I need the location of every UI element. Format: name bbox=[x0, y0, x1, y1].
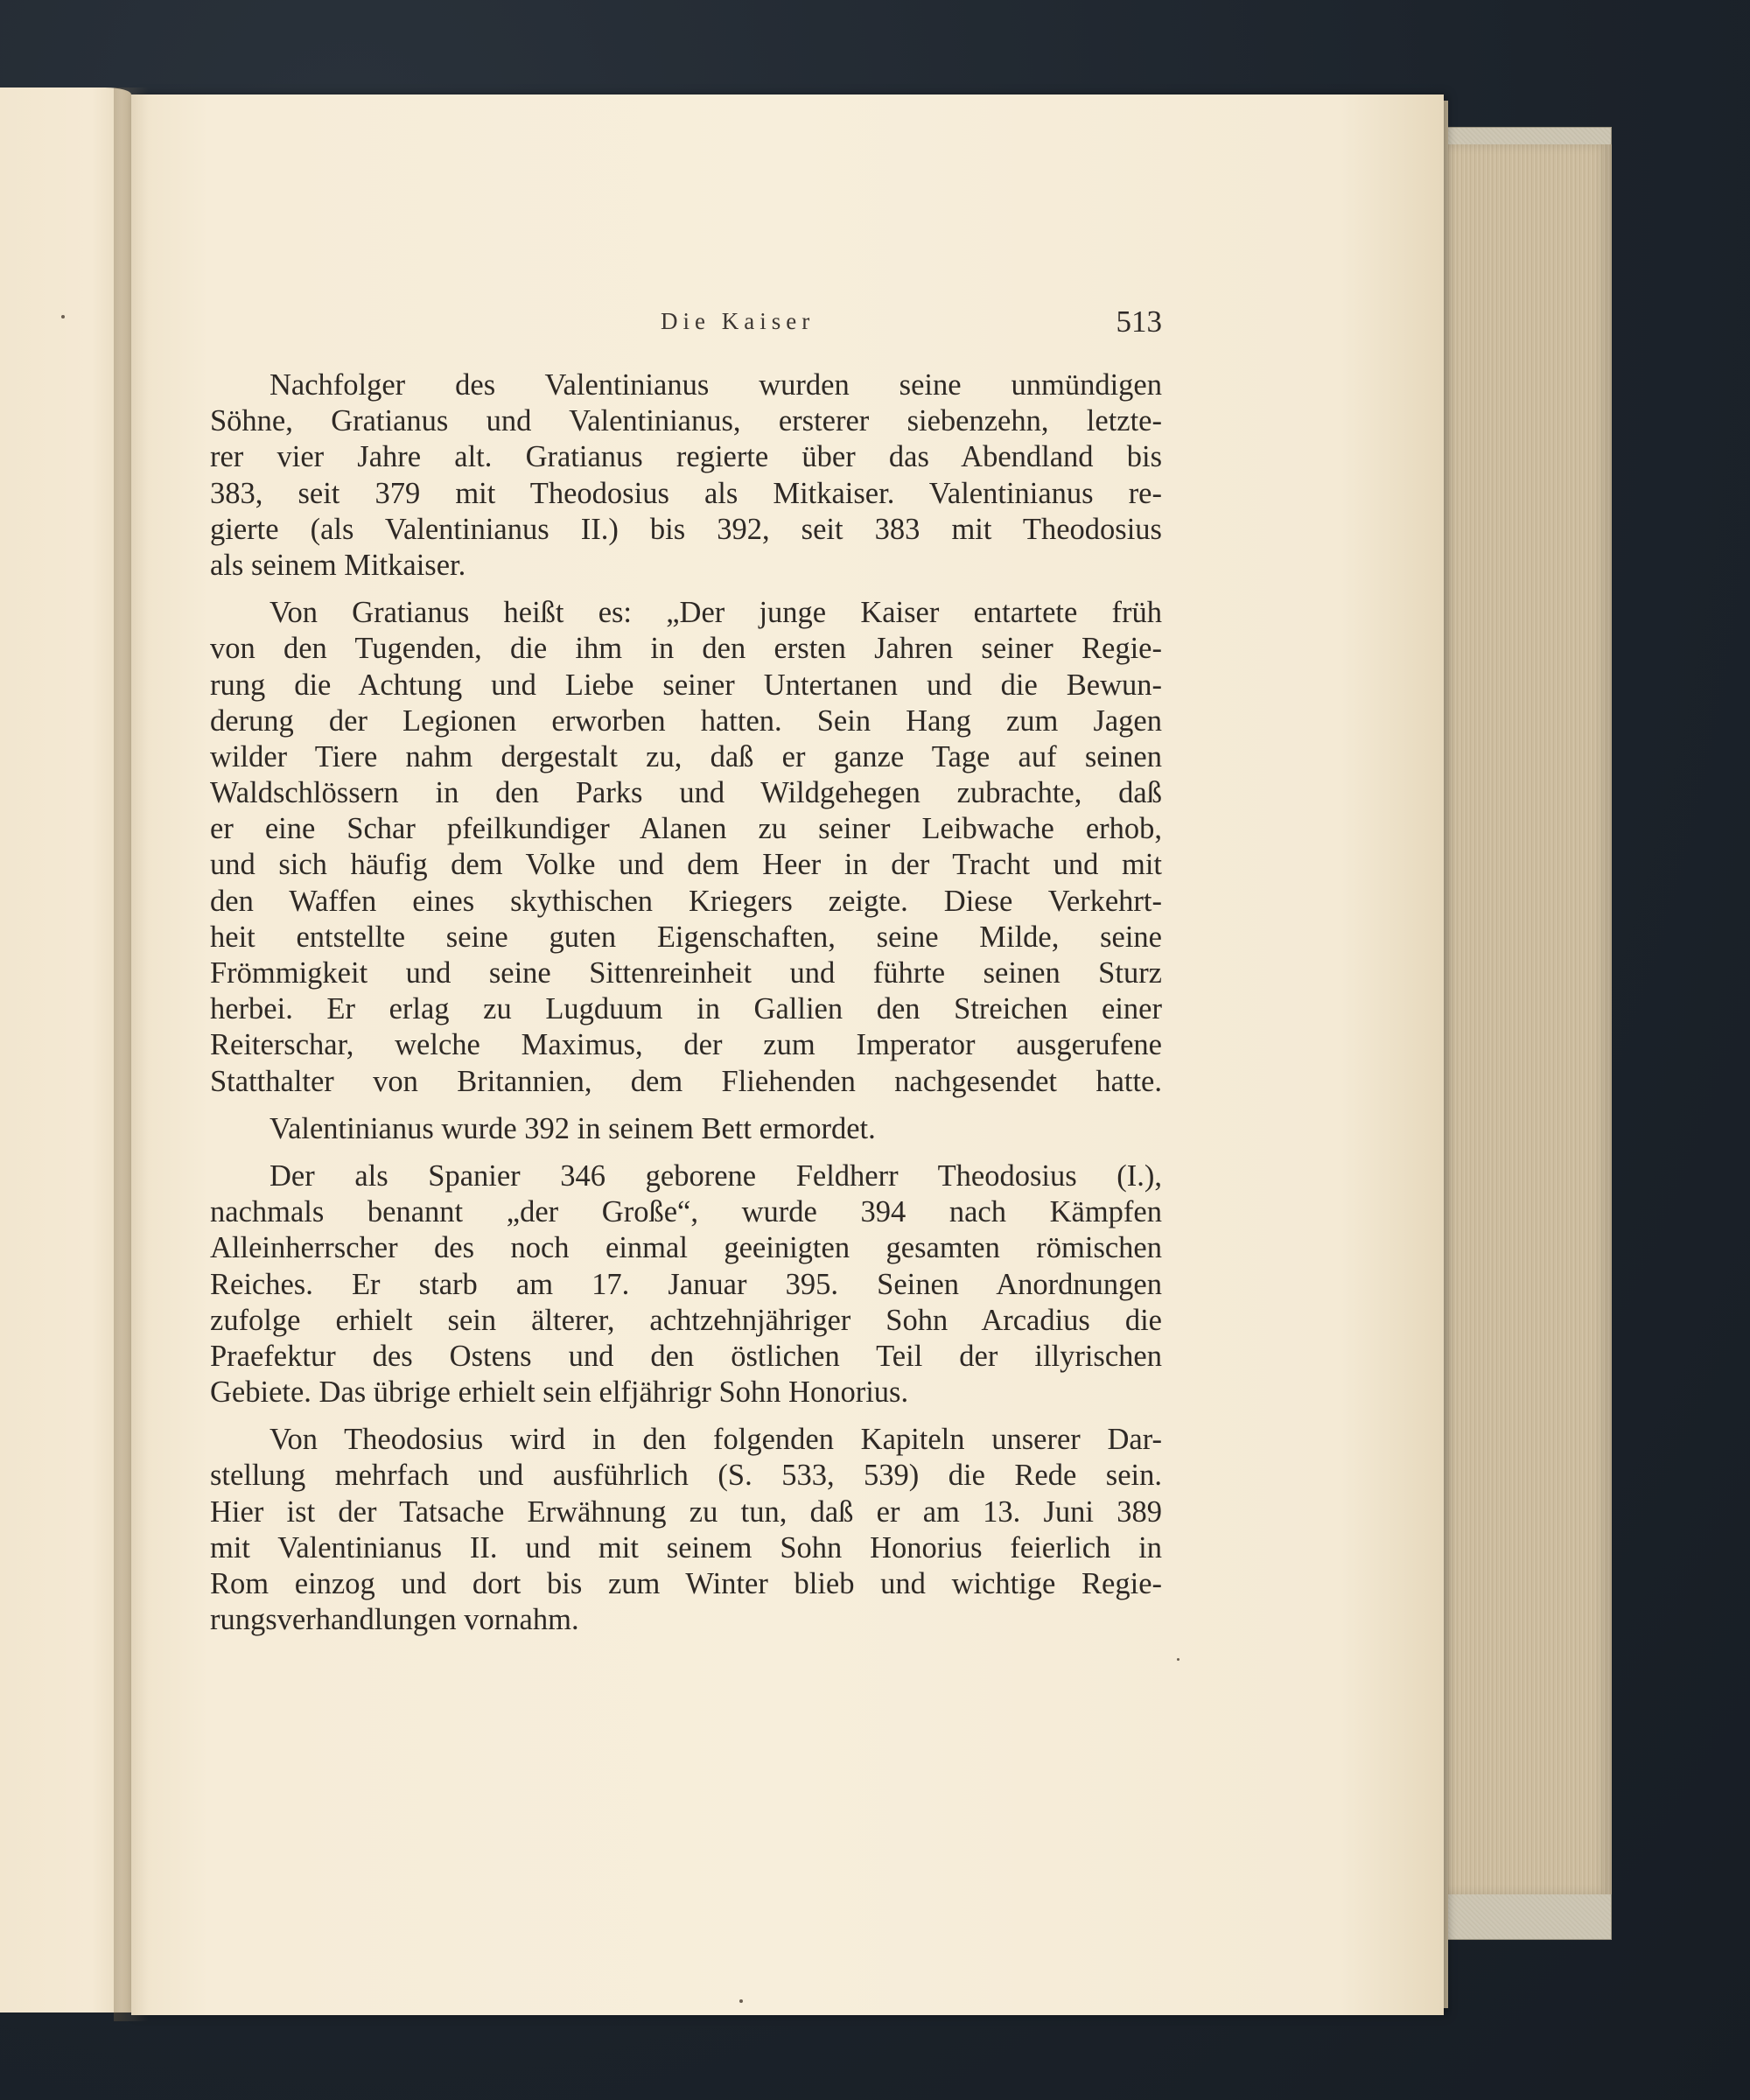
paper-speck bbox=[61, 315, 65, 318]
text-line: stellung mehrfach und ausführlich (S. 533, 539) die Rede sein. bbox=[210, 1459, 1162, 1493]
gutter-shadow bbox=[114, 88, 149, 2021]
text-line: als seinem Mitkaiser. bbox=[210, 548, 466, 582]
text-line: Waldschlössern in den Parks und Wildgehegen zubrachte, daß bbox=[210, 776, 1162, 810]
text-line: Frömmigkeit und seine Sittenreinheit und führte seinen Sturz bbox=[210, 956, 1162, 990]
text-line: gierte (als Valentinianus II.) bis 392, seit 383 mit Theodosius bbox=[210, 512, 1162, 546]
paragraph bbox=[210, 368, 1162, 584]
text-line: Söhne, Gratianus und Valentinianus, ersterer siebenzehn, letzte- bbox=[210, 404, 1162, 438]
text-line: nachmals benannt „der Große“, wurde 394 nach Kämpfen bbox=[210, 1195, 1162, 1229]
text-line: und sich häufig dem Volke und dem Heer in der Tracht und mit bbox=[210, 848, 1162, 882]
paragraph bbox=[210, 1158, 1162, 1410]
text-line: 383, seit 379 mit Theodosius als Mitkaiser. Valentinianus re- bbox=[210, 476, 1162, 510]
text-line: Hier ist der Tatsache Erwähnung zu tun, daß er am 13. Juni 389 bbox=[210, 1494, 1162, 1529]
paragraph bbox=[210, 1422, 1162, 1638]
running-head: Die Kaiser bbox=[661, 308, 816, 334]
paragraph bbox=[210, 1111, 1162, 1147]
text-line: herbei. Er erlag zu Lugduum in Gallien den Streichen einer bbox=[210, 992, 1162, 1026]
text-line: Valentinianus wurde 392 in seinem Bett ermordet. bbox=[270, 1111, 876, 1145]
text-line: Reiches. Er starb am 17. Januar 395. Seinen Anordnungen bbox=[210, 1267, 1162, 1301]
text-line: zufolge erhielt sein älterer, achtzehnjähriger Sohn Arcadius die bbox=[210, 1303, 1162, 1337]
stacked-page-edges bbox=[1435, 144, 1612, 1894]
text-line: Nachfolger des Valentinianus wurden seine unmündigen bbox=[270, 368, 1162, 402]
body-text bbox=[210, 368, 1162, 1649]
text-line: heit entstellte seine guten Eigenschaften, seine Milde, seine bbox=[210, 920, 1162, 954]
text-line: von den Tugenden, die ihm in den ersten Jahren seiner Regie- bbox=[210, 632, 1162, 666]
text-line: Praefektur des Ostens und den östlichen Teil der illyrischen bbox=[210, 1339, 1162, 1373]
text-line: er eine Schar pfeilkundiger Alanen zu seiner Leibwache erhob, bbox=[210, 812, 1162, 846]
paragraph bbox=[210, 595, 1162, 1100]
text-line: rungsverhandlungen vornahm. bbox=[210, 1603, 579, 1637]
text-line: Reiterschar, welche Maximus, der zum Imperator ausgerufene bbox=[210, 1028, 1162, 1062]
previous-page-edge bbox=[0, 88, 131, 2012]
text-line: rer vier Jahre alt. Gratianus regierte über das Abendland bis bbox=[210, 440, 1162, 474]
page-number: 513 bbox=[1116, 304, 1162, 339]
text-line: Von Theodosius wird in den folgenden Kapiteln unserer Dar- bbox=[270, 1423, 1162, 1457]
text-line: Der als Spanier 346 geborene Feldherr Theodosius (I.), bbox=[270, 1158, 1162, 1193]
text-line: mit Valentinianus II. und mit seinem Sohn Honorius feierlich in bbox=[210, 1530, 1162, 1564]
text-line: rung die Achtung und Liebe seiner Untertanen und die Bewun- bbox=[210, 668, 1162, 702]
paper-speck bbox=[739, 1999, 743, 2003]
text-line: Gebiete. Das übrige erhielt sein elfjährigr Sohn Honorius. bbox=[210, 1376, 909, 1410]
text-line: Von Gratianus heißt es: „Der junge Kaiser entartete früh bbox=[270, 596, 1162, 630]
text-line: Statthalter von Britannien, dem Fliehenden nachgesendet hatte. bbox=[210, 1064, 1162, 1098]
text-line: Rom einzog und dort bis zum Winter blieb und wichtige Regie- bbox=[210, 1567, 1162, 1600]
text-line: derung der Legionen erworben hatten. Sein Hang zum Jagen bbox=[210, 704, 1162, 738]
paper-speck bbox=[1177, 1658, 1180, 1661]
text-line: Alleinherrscher des noch einmal geeinigten gesamten römischen bbox=[210, 1231, 1162, 1265]
text-line: wilder Tiere nahm dergestalt zu, daß er ganze Tage auf seinen bbox=[210, 739, 1162, 774]
text-line: den Waffen eines skythischen Kriegers zeigte. Diese Verkehrt- bbox=[210, 884, 1162, 918]
